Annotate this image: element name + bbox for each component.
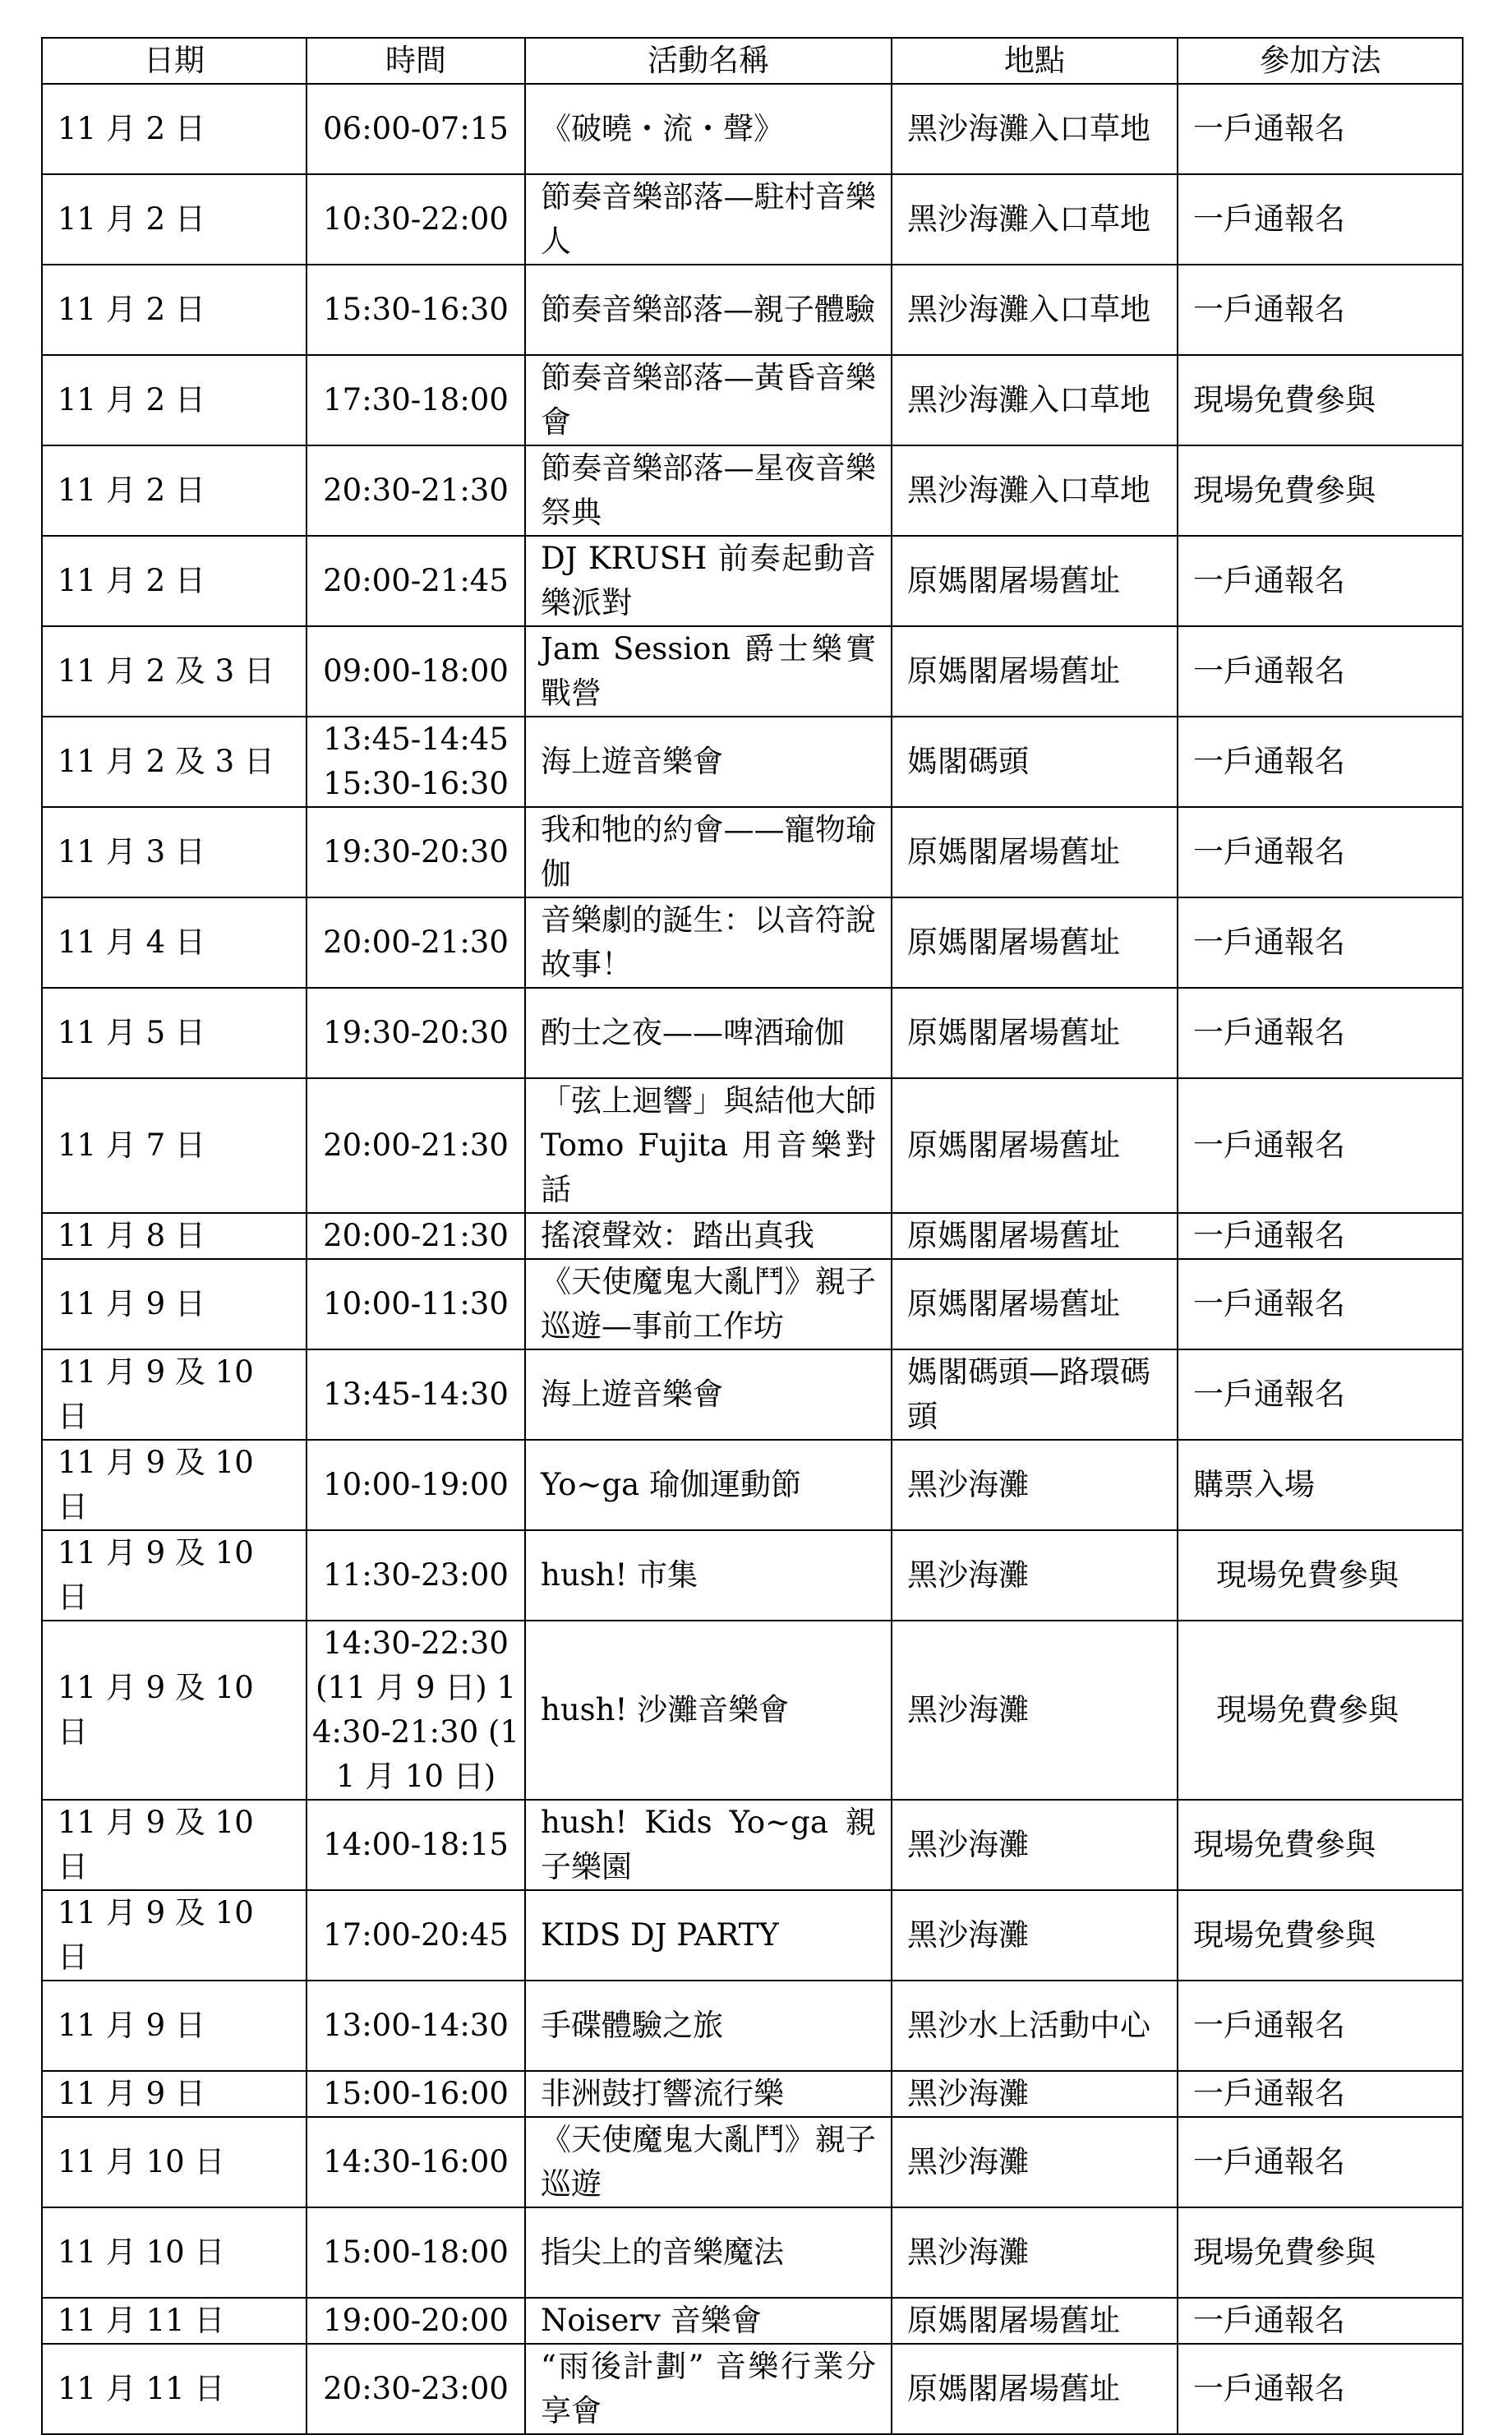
cell-activity: hush! 沙灘音樂會 <box>525 1621 892 1800</box>
cell-participation: 一戶通報名 <box>1178 2298 1463 2344</box>
cell-time: 14:00-18:15 <box>307 1800 525 1890</box>
table-row <box>42 355 1463 445</box>
table-row <box>42 1213 1463 1259</box>
cell-activity: 節奏音樂部落—星夜音樂祭典 <box>525 445 892 536</box>
cell-activity: 指尖上的音樂魔法 <box>525 2207 892 2298</box>
cell-participation: 一戶通報名 <box>1178 1078 1463 1213</box>
cell-participation: 現場免費參與 <box>1178 445 1463 536</box>
cell-date: 11 月 2 日 <box>42 536 307 626</box>
cell-location: 原媽閣屠場舊址 <box>892 626 1178 717</box>
cell-participation: 現場免費參與 <box>1178 1530 1463 1621</box>
cell-time: 20:00-21:45 <box>307 536 525 626</box>
cell-activity: 海上遊音樂會 <box>525 717 892 807</box>
cell-activity: “雨後計劃” 音樂行業分享會 <box>525 2344 892 2434</box>
cell-participation: 一戶通報名 <box>1178 807 1463 897</box>
table-row <box>42 2117 1463 2207</box>
cell-participation: 一戶通報名 <box>1178 897 1463 988</box>
table-row <box>42 2207 1463 2298</box>
cell-date: 11 月 9 及 10 日 <box>42 1890 307 1981</box>
table-row <box>42 1078 1463 1213</box>
cell-time: 10:00-11:30 <box>307 1259 525 1349</box>
cell-participation: 一戶通報名 <box>1178 1349 1463 1440</box>
cell-location: 原媽閣屠場舊址 <box>892 897 1178 988</box>
cell-date: 11 月 10 日 <box>42 2207 307 2298</box>
cell-location: 原媽閣屠場舊址 <box>892 2344 1178 2434</box>
cell-participation: 一戶通報名 <box>1178 1259 1463 1349</box>
cell-activity: hush! Kids Yo~ga 親子樂園 <box>525 1800 892 1890</box>
cell-date: 11 月 2 及 3 日 <box>42 626 307 717</box>
cell-location: 原媽閣屠場舊址 <box>892 988 1178 1078</box>
table-header <box>42 38 1463 84</box>
cell-participation: 現場免費參與 <box>1178 355 1463 445</box>
cell-activity: 手碟體驗之旅 <box>525 1981 892 2071</box>
cell-location: 黑沙海灘 <box>892 1800 1178 1890</box>
cell-location: 原媽閣屠場舊址 <box>892 536 1178 626</box>
cell-participation: 一戶通報名 <box>1178 1981 1463 2071</box>
cell-time: 13:45-14:45 15:30-16:30 <box>307 717 525 807</box>
cell-participation: 一戶通報名 <box>1178 174 1463 265</box>
cell-location: 黑沙海灘入口草地 <box>892 445 1178 536</box>
cell-time: 19:00-20:00 <box>307 2298 525 2344</box>
cell-date: 11 月 9 日 <box>42 2071 307 2117</box>
cell-activity: 《天使魔鬼大亂鬥》親子巡遊 <box>525 2117 892 2207</box>
cell-time: 17:00-20:45 <box>307 1890 525 1981</box>
cell-date: 11 月 3 日 <box>42 807 307 897</box>
cell-time: 10:30-22:00 <box>307 174 525 265</box>
cell-date: 11 月 2 日 <box>42 265 307 355</box>
table-row <box>42 897 1463 988</box>
cell-time: 14:30-16:00 <box>307 2117 525 2207</box>
cell-date: 11 月 5 日 <box>42 988 307 1078</box>
cell-activity: 音樂劇的誕生：以音符說故事！ <box>525 897 892 988</box>
cell-location: 黑沙海灘入口草地 <box>892 265 1178 355</box>
cell-activity: Yo~ga 瑜伽運動節 <box>525 1440 892 1530</box>
cell-time: 20:30-21:30 <box>307 445 525 536</box>
header-date: 日期 <box>42 38 307 84</box>
cell-participation: 一戶通報名 <box>1178 2071 1463 2117</box>
schedule-table <box>41 37 1464 2435</box>
cell-participation: 一戶通報名 <box>1178 2117 1463 2207</box>
table-row <box>42 626 1463 717</box>
cell-time: 15:00-16:00 <box>307 2071 525 2117</box>
table-row <box>42 1890 1463 1981</box>
table-row <box>42 1621 1463 1800</box>
table-row <box>42 265 1463 355</box>
table-row <box>42 2298 1463 2344</box>
table-row <box>42 445 1463 536</box>
cell-date: 11 月 9 日 <box>42 1981 307 2071</box>
cell-activity: 非洲鼓打響流行樂 <box>525 2071 892 2117</box>
cell-activity: 節奏音樂部落—黃昏音樂會 <box>525 355 892 445</box>
cell-location: 黑沙水上活動中心 <box>892 1981 1178 2071</box>
cell-time: 09:00-18:00 <box>307 626 525 717</box>
table-row <box>42 1349 1463 1440</box>
cell-activity: 海上遊音樂會 <box>525 1349 892 1440</box>
cell-time: 20:30-23:00 <box>307 2344 525 2434</box>
cell-activity: 節奏音樂部落—親子體驗 <box>525 265 892 355</box>
cell-time: 20:00-21:30 <box>307 897 525 988</box>
table-row <box>42 988 1463 1078</box>
cell-participation: 一戶通報名 <box>1178 265 1463 355</box>
table-body <box>42 84 1463 2434</box>
cell-date: 11 月 11 日 <box>42 2344 307 2434</box>
cell-date: 11 月 9 及 10 日 <box>42 1440 307 1530</box>
cell-date: 11 月 2 日 <box>42 174 307 265</box>
cell-date: 11 月 10 日 <box>42 2117 307 2207</box>
table-row <box>42 1530 1463 1621</box>
header-participation: 參加方法 <box>1178 38 1463 84</box>
cell-activity: 《天使魔鬼大亂鬥》親子巡遊—事前工作坊 <box>525 1259 892 1349</box>
header-row <box>42 38 1463 84</box>
cell-date: 11 月 9 日 <box>42 1259 307 1349</box>
cell-activity: hush! 市集 <box>525 1530 892 1621</box>
cell-participation: 購票入場 <box>1178 1440 1463 1530</box>
cell-location: 黑沙海灘 <box>892 2117 1178 2207</box>
cell-location: 原媽閣屠場舊址 <box>892 1259 1178 1349</box>
header-activity: 活動名稱 <box>525 38 892 84</box>
cell-participation: 一戶通報名 <box>1178 626 1463 717</box>
cell-time: 15:00-18:00 <box>307 2207 525 2298</box>
table-row <box>42 717 1463 807</box>
cell-date: 11 月 11 日 <box>42 2298 307 2344</box>
cell-date: 11 月 9 及 10 日 <box>42 1349 307 1440</box>
cell-time: 19:30-20:30 <box>307 988 525 1078</box>
cell-activity: 我和牠的約會——寵物瑜伽 <box>525 807 892 897</box>
table-row <box>42 1981 1463 2071</box>
table-row <box>42 536 1463 626</box>
cell-time: 19:30-20:30 <box>307 807 525 897</box>
cell-time: 15:30-16:30 <box>307 265 525 355</box>
cell-location: 黑沙海灘 <box>892 1440 1178 1530</box>
cell-activity: Noiserv 音樂會 <box>525 2298 892 2344</box>
cell-participation: 現場免費參與 <box>1178 1800 1463 1890</box>
cell-activity: 《破曉・流・聲》 <box>525 84 892 174</box>
cell-date: 11 月 9 及 10 日 <box>42 1800 307 1890</box>
cell-participation: 一戶通報名 <box>1178 536 1463 626</box>
cell-participation: 現場免費參與 <box>1178 1890 1463 1981</box>
cell-time: 10:00-19:00 <box>307 1440 525 1530</box>
cell-date: 11 月 2 日 <box>42 84 307 174</box>
cell-participation: 現場免費參與 <box>1178 2207 1463 2298</box>
cell-time: 13:00-14:30 <box>307 1981 525 2071</box>
cell-date: 11 月 2 及 3 日 <box>42 717 307 807</box>
table-row <box>42 84 1463 174</box>
table-row <box>42 2344 1463 2434</box>
cell-location: 原媽閣屠場舊址 <box>892 1213 1178 1259</box>
cell-time: 06:00-07:15 <box>307 84 525 174</box>
cell-participation: 一戶通報名 <box>1178 988 1463 1078</box>
cell-location: 媽閣碼頭—路環碼頭 <box>892 1349 1178 1440</box>
table-row <box>42 807 1463 897</box>
cell-location: 黑沙海灘 <box>892 1621 1178 1800</box>
cell-date: 11 月 2 日 <box>42 355 307 445</box>
cell-time: 20:00-21:30 <box>307 1213 525 1259</box>
cell-location: 黑沙海灘入口草地 <box>892 355 1178 445</box>
cell-date: 11 月 2 日 <box>42 445 307 536</box>
cell-activity: KIDS DJ PARTY <box>525 1890 892 1981</box>
cell-activity: Jam Session 爵士樂實戰營 <box>525 626 892 717</box>
cell-location: 黑沙海灘入口草地 <box>892 84 1178 174</box>
cell-date: 11 月 8 日 <box>42 1213 307 1259</box>
cell-location: 媽閣碼頭 <box>892 717 1178 807</box>
cell-date: 11 月 9 及 10 日 <box>42 1621 307 1800</box>
cell-participation: 一戶通報名 <box>1178 1213 1463 1259</box>
cell-date: 11 月 4 日 <box>42 897 307 988</box>
cell-participation: 一戶通報名 <box>1178 84 1463 174</box>
table-row <box>42 1440 1463 1530</box>
cell-time: 14:30-22:30 (11 月 9 日) 14:30-21:30 (11 月 10 日) <box>307 1621 525 1800</box>
cell-location: 原媽閣屠場舊址 <box>892 1078 1178 1213</box>
cell-location: 黑沙海灘 <box>892 1530 1178 1621</box>
cell-time: 11:30-23:00 <box>307 1530 525 1621</box>
cell-location: 原媽閣屠場舊址 <box>892 807 1178 897</box>
cell-date: 11 月 9 及 10 日 <box>42 1530 307 1621</box>
cell-participation: 一戶通報名 <box>1178 717 1463 807</box>
cell-time: 13:45-14:30 <box>307 1349 525 1440</box>
cell-activity: 「弦上迴響」與結他大師 Tomo Fujita 用音樂對話 <box>525 1078 892 1213</box>
header-time: 時間 <box>307 38 525 84</box>
cell-location: 黑沙海灘 <box>892 1890 1178 1981</box>
cell-location: 黑沙海灘 <box>892 2207 1178 2298</box>
table-row <box>42 1259 1463 1349</box>
cell-date: 11 月 7 日 <box>42 1078 307 1213</box>
table-row <box>42 174 1463 265</box>
cell-activity: 節奏音樂部落—駐村音樂人 <box>525 174 892 265</box>
cell-activity: 搖滾聲效：踏出真我 <box>525 1213 892 1259</box>
cell-time: 17:30-18:00 <box>307 355 525 445</box>
cell-activity: DJ KRUSH 前奏起動音樂派對 <box>525 536 892 626</box>
cell-time: 20:00-21:30 <box>307 1078 525 1213</box>
cell-location: 原媽閣屠場舊址 <box>892 2298 1178 2344</box>
table-row <box>42 1800 1463 1890</box>
table-row <box>42 2071 1463 2117</box>
cell-activity: 酌士之夜——啤酒瑜伽 <box>525 988 892 1078</box>
header-location: 地點 <box>892 38 1178 84</box>
cell-participation: 現場免費參與 <box>1178 1621 1463 1800</box>
cell-location: 黑沙海灘 <box>892 2071 1178 2117</box>
cell-participation: 一戶通報名 <box>1178 2344 1463 2434</box>
cell-location: 黑沙海灘入口草地 <box>892 174 1178 265</box>
